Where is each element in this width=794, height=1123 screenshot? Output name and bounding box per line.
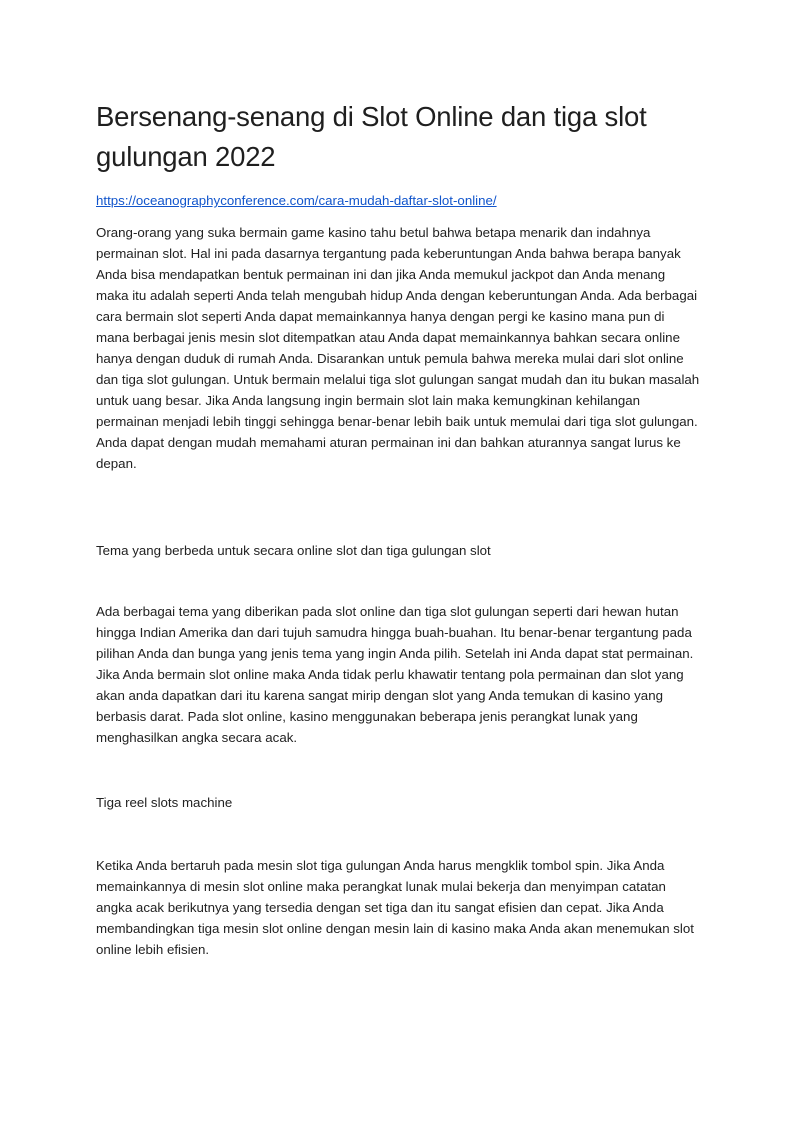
paragraph-themes: Ada berbagai tema yang diberikan pada slot online dan tiga slot gulungan seperti dari hewan hutan hingga Indian Amerika dan dari tujuh samudra hingga buah-buahan. Itu benar-benar tergantung pada pilihan Anda dan bunga yang jenis tema yang ingin Anda pilih. Setelah ini Anda dapat stat permainan. Jika Anda bermain slot online maka Anda tidak perlu khawatir tentang pola permainan dan slot yang akan anda dapatkan dari itu karena sangat mirip dengan slot yang Anda temukan di kasino yang berbasis darat. Pada slot online, kasino menggunakan beberapa jenis perangkat lunak yang menghasilkan angka secara acak. bbox=[96, 604, 694, 745]
paragraph-intro: Orang-orang yang suka bermain game kasino tahu betul bahwa betapa menarik dan indahnya permainan slot. Hal ini pada dasarnya tergantung pada keberuntungan Anda bahwa berapa banyak Anda bisa mendapatkan bentuk permainan ini dan jika Anda memukul jackpot dan Anda menang maka itu adalah seperti Anda telah mengubah hidup Anda dengan keberuntungan Anda. Ada berbagai cara bermain slot seperti Anda dapat memainkannya hanya dengan pergi ke kasino mana pun di mana berbagai jenis mesin slot ditempatkan atau Anda dapat memainkannya bahkan secara online hanya dengan duduk di rumah Anda. Disarankan untuk pemula bahwa mereka mulai dari slot online dan tiga slot gulungan. Untuk bermain melalui tiga slot gulungan sangat mudah dan itu bukan masalah untuk uang besar. Jika Anda langsung ingin bermain slot lain maka kemungkinan kehilangan permainan menjadi lebih tinggi sehingga benar-benar lebih baik untuk memulai dari tiga slot gulungan. Anda dapat dengan mudah memahami aturan permainan ini dan bahkan aturannya sangat lurus ke depan. bbox=[96, 225, 700, 471]
section-heading-reels: Tiga reel slots machine bbox=[96, 795, 233, 810]
document-title: Bersenang-senang di Slot Online dan tiga slot gulungan 2022 bbox=[96, 101, 647, 172]
article-link[interactable]: https://oceanographyconference.com/cara-mudah-daftar-slot-online/ bbox=[96, 193, 497, 208]
paragraph-reels: Ketika Anda bertaruh pada mesin slot tiga gulungan Anda harus mengklik tombol spin. Jika Anda memainkannya di mesin slot online maka perangkat lunak mulai bekerja dan menyimpan catatan angka acak berikutnya yang tersedia dengan set tiga dan itu sangat efisien dan cepat. Jika Anda membandingkan tiga mesin slot online dengan mesin lain di kasino maka Anda akan menemukan slot online lebih efisien. bbox=[96, 858, 694, 957]
section-heading-themes: Tema yang berbeda untuk secara online slot dan tiga gulungan slot bbox=[96, 543, 491, 558]
